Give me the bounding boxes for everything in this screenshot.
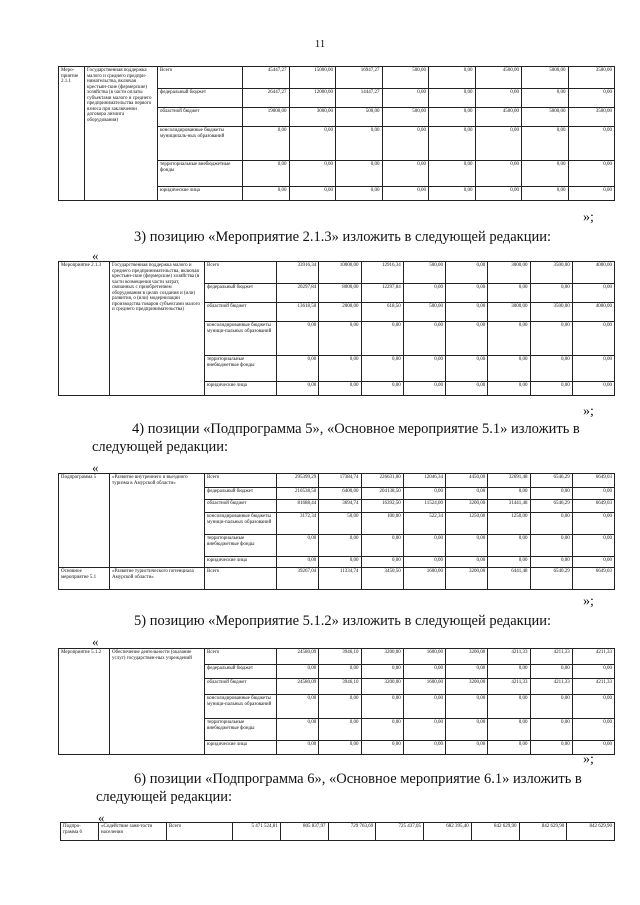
amount-cell: 0,00: [319, 356, 361, 382]
funding-source: консолидированные бюджеты муници-пальных образований: [205, 513, 277, 535]
amount-cell: 4211,33: [530, 649, 572, 665]
budget-table-subprogram-5: [58, 473, 615, 590]
amount-cell: 0,00: [429, 67, 476, 89]
funding-source: областной бюджет: [205, 500, 277, 513]
amount-cell: 12000,00: [289, 89, 336, 108]
amount-cell: 0,00: [429, 108, 476, 127]
amount-cell: 0,00: [530, 741, 572, 755]
amount-cell: 6649,03: [572, 500, 614, 513]
amount-cell: 0,00: [429, 127, 476, 161]
amount-cell: 0,00: [403, 382, 445, 396]
amount-cell: 33916,34: [277, 262, 319, 284]
amount-cell: 0,00: [289, 127, 336, 161]
amount-cell: 3500,00: [568, 67, 615, 89]
funding-source: федеральный бюджет: [205, 665, 277, 679]
amount-cell: 210538,50: [277, 488, 319, 500]
amount-cell: 0,00: [243, 127, 290, 161]
amount-cell: 0,00: [530, 665, 572, 679]
amount-cell: 0,00: [336, 187, 383, 201]
funding-source: консолидированные бюджеты муници-пальных образований: [205, 695, 277, 719]
item-description: Обеспечение деятельности (оказание услуг) государствен-ных учреждений: [110, 649, 205, 755]
amount-cell: 842 629,90: [567, 823, 615, 841]
amount-cell: 682 395,40: [424, 823, 472, 841]
item-description: Государственная поддержка малого и среднего предпринимательства, включая крестьян-ские (фермерские) хозяйства (в части возмещения части затрат, связанных с приобретением оборудования в целях создания и (или) развития, о (или) модернизации производства товаров субъектами малого и среднего предпринимательства): [110, 262, 205, 396]
amount-cell: 805 837,97: [280, 823, 328, 841]
amount-cell: 6546,29: [530, 500, 572, 513]
amount-cell: 0,00: [446, 488, 488, 500]
amount-cell: 0,00: [382, 161, 429, 187]
amount-cell: 0,00: [361, 719, 403, 741]
funding-source: юридические лица: [205, 382, 277, 396]
amount-cell: 0,00: [382, 187, 429, 201]
funding-source: областной бюджет: [205, 679, 277, 695]
amount-cell: 0,00: [530, 322, 572, 356]
funding-source: территориальные внебюджетные фонды: [205, 719, 277, 741]
table-row: [59, 262, 615, 284]
amount-cell: 0,00: [319, 382, 361, 396]
funding-source: территориальные внебюджетные фонды: [205, 356, 277, 382]
amount-cell: 3000,00: [488, 303, 530, 322]
amount-cell: 4211,33: [572, 649, 614, 665]
amount-cell: 0,00: [568, 127, 615, 161]
amount-cell: 0,00: [488, 382, 530, 396]
amount-cell: 0,00: [403, 557, 445, 568]
amount-cell: 500,00: [382, 67, 429, 89]
amount-cell: 0,00: [361, 535, 403, 557]
amount-cell: 0,00: [403, 665, 445, 679]
amount-cell: 500,00: [382, 108, 429, 127]
amount-cell: 50,00: [319, 513, 361, 535]
amount-cell: 226631,00: [361, 474, 403, 488]
amount-cell: 3946,10: [319, 679, 361, 695]
amount-cell: 12297,84: [361, 284, 403, 303]
amount-cell: 0,00: [446, 557, 488, 568]
amount-cell: 0,00: [403, 695, 445, 719]
item-description: «Содействие заня-тости населения: [99, 823, 167, 841]
item-description: «Развитие внутреннего и въездного туризма в Амурской области»: [110, 474, 205, 568]
funding-source: юридические лица: [158, 187, 243, 201]
opening-quote-4: «: [98, 810, 105, 825]
funding-source: территориальные внебюджетные фонды: [205, 535, 277, 557]
amount-cell: 0,00: [488, 557, 530, 568]
amount-cell: 13618,50: [277, 303, 319, 322]
amount-cell: 31441,48: [488, 500, 530, 513]
closing-quote-4: »;: [583, 752, 594, 767]
amount-cell: 45447,27: [243, 67, 290, 89]
amount-cell: 4450,00: [446, 474, 488, 488]
amount-cell: 0,00: [568, 187, 615, 201]
amount-cell: 26447,27: [243, 89, 290, 108]
amount-cell: 842 629,90: [471, 823, 519, 841]
amount-cell: 0,00: [403, 741, 445, 755]
amount-cell: 6441,48: [488, 568, 530, 590]
amount-cell: 0,00: [530, 557, 572, 568]
amount-cell: 4500,00: [475, 67, 522, 89]
amount-cell: 0,00: [568, 89, 615, 108]
amount-cell: 1600,00: [403, 568, 445, 590]
amount-cell: 3694,74: [319, 500, 361, 513]
table-row: [59, 67, 615, 89]
amount-cell: 3200,00: [361, 679, 403, 695]
amount-cell: 0,00: [572, 513, 614, 535]
amount-cell: 0,00: [446, 284, 488, 303]
amount-cell: 3200,00: [446, 649, 488, 665]
amount-cell: 0,00: [488, 488, 530, 500]
amount-cell: 0,00: [403, 356, 445, 382]
amount-cell: 0,00: [429, 89, 476, 108]
amount-cell: 12916,34: [361, 262, 403, 284]
amount-cell: 0,00: [522, 161, 569, 187]
amount-cell: 1250,00: [488, 513, 530, 535]
amount-cell: 4211,33: [572, 679, 614, 695]
amount-cell: 618,50: [361, 303, 403, 322]
amount-cell: 2000,00: [319, 303, 361, 322]
amount-cell: 0,00: [488, 322, 530, 356]
amount-cell: 0,00: [446, 695, 488, 719]
amount-cell: 0,00: [361, 741, 403, 755]
amount-cell: 6649,03: [572, 474, 614, 488]
funding-source: юридические лица: [205, 741, 277, 755]
item-code: Основное мероприятие 5.1: [59, 568, 110, 590]
paragraph-6: 6) позиции «Подпрограмма 6», «Основное мероприятие 6.1» изложить в следующей редакции:: [96, 771, 582, 806]
amount-cell: 3450,50: [361, 568, 403, 590]
amount-cell: 0,00: [429, 161, 476, 187]
paragraph-4: 4) позиции «Подпрограмма 5», «Основное мероприятие 5.1» изложить в следующей редакции:: [92, 421, 580, 456]
amount-cell: 0,00: [382, 89, 429, 108]
table-row: [61, 823, 615, 841]
amount-cell: 0,00: [475, 89, 522, 108]
amount-cell: 4211,33: [530, 679, 572, 695]
amount-cell: 3500,00: [568, 108, 615, 127]
amount-cell: 0,00: [319, 719, 361, 741]
amount-cell: 16947,27: [336, 67, 383, 89]
amount-cell: 0,00: [277, 719, 319, 741]
opening-quote-3: «: [92, 634, 99, 649]
amount-cell: 725 437,05: [376, 823, 424, 841]
budget-table-2-1-1: [58, 66, 615, 201]
amount-cell: 1250,00: [446, 513, 488, 535]
amount-cell: 0,00: [488, 719, 530, 741]
amount-cell: 0,00: [446, 741, 488, 755]
amount-cell: 6546,29: [530, 474, 572, 488]
amount-cell: 0,00: [530, 719, 572, 741]
amount-cell: 0,00: [446, 382, 488, 396]
amount-cell: 3946,10: [319, 649, 361, 665]
budget-table-2-1-3: [58, 261, 615, 396]
amount-cell: 0,00: [361, 382, 403, 396]
amount-cell: 0,00: [319, 695, 361, 719]
paragraph-5: 5) позицию «Мероприятие 5.1.2» изложить в следующей редакции:: [134, 613, 551, 629]
amount-cell: 0,00: [277, 695, 319, 719]
amount-cell: 5000,00: [522, 67, 569, 89]
amount-cell: 0,00: [277, 665, 319, 679]
amount-cell: 0,00: [319, 557, 361, 568]
amount-cell: 3500,00: [530, 262, 572, 284]
amount-cell: 5000,00: [522, 108, 569, 127]
opening-quote-1: «: [92, 248, 99, 263]
amount-cell: 522,34: [403, 513, 445, 535]
amount-cell: 0,00: [403, 284, 445, 303]
budget-table-5-1-2: [58, 648, 615, 755]
amount-cell: 0,00: [429, 187, 476, 201]
paragraph-3: 3) позицию «Мероприятие 2.1.3» изложить в следующей редакции:: [134, 229, 551, 245]
amount-cell: 3500,00: [530, 303, 572, 322]
amount-cell: 0,00: [530, 488, 572, 500]
funding-source: федеральный бюджет: [158, 89, 243, 108]
amount-cell: 295399,29: [277, 474, 319, 488]
amount-cell: 0,00: [361, 322, 403, 356]
amount-cell: 0,00: [522, 89, 569, 108]
amount-cell: 0,00: [319, 322, 361, 356]
item-description: Государственная поддержка малого и среднего предпри-нимательства, включая крестьян-ские (фермерские) хозяйства (в части оплаты субъектами малого и среднего предпринимательства первого взноса при заключении договора лизинга оборудования): [85, 67, 158, 201]
funding-source: территориальные внебюджетные фонды: [158, 161, 243, 187]
amount-cell: 12046,34: [403, 474, 445, 488]
amount-cell: 0,00: [403, 535, 445, 557]
amount-cell: 0,00: [572, 557, 614, 568]
amount-cell: 0,00: [382, 127, 429, 161]
amount-cell: 0,00: [572, 741, 614, 755]
amount-cell: 0,00: [530, 535, 572, 557]
amount-cell: 0,00: [446, 665, 488, 679]
amount-cell: 0,00: [336, 161, 383, 187]
amount-cell: 3200,00: [361, 649, 403, 665]
amount-cell: 0,00: [572, 284, 614, 303]
amount-cell: 0,00: [289, 161, 336, 187]
amount-cell: 0,00: [530, 695, 572, 719]
item-code: Мероприятие 5.1.2: [59, 649, 110, 755]
amount-cell: 5 471 524,81: [233, 823, 281, 841]
amount-cell: 4211,33: [488, 649, 530, 665]
amount-cell: 0,00: [403, 322, 445, 356]
funding-source: консолидированные бюджеты муниципаль-ных образований: [158, 127, 243, 161]
amount-cell: 3200,00: [446, 568, 488, 590]
amount-cell: 17384,74: [319, 474, 361, 488]
amount-cell: 81688,44: [277, 500, 319, 513]
amount-cell: 0,00: [475, 161, 522, 187]
amount-cell: 20297,84: [277, 284, 319, 303]
amount-cell: 0,00: [572, 382, 614, 396]
amount-cell: 0,00: [277, 741, 319, 755]
funding-source: консолидированные бюджеты муници-пальных образований: [205, 322, 277, 356]
amount-cell: 0,00: [488, 695, 530, 719]
amount-cell: 0,00: [572, 535, 614, 557]
table-row-extra: [59, 568, 615, 590]
amount-cell: 0,00: [446, 303, 488, 322]
amount-cell: 3000,00: [289, 108, 336, 127]
amount-cell: 0,00: [336, 127, 383, 161]
funding-source: Всего: [205, 649, 277, 665]
amount-cell: 24580,09: [277, 679, 319, 695]
amount-cell: 3200,00: [446, 679, 488, 695]
amount-cell: 6400,00: [319, 488, 361, 500]
amount-cell: 4000,00: [572, 303, 614, 322]
amount-cell: 0,00: [522, 127, 569, 161]
amount-cell: 0,00: [277, 322, 319, 356]
funding-source: Всего: [158, 67, 243, 89]
amount-cell: 0,00: [243, 161, 290, 187]
funding-source: Всего: [167, 823, 233, 841]
amount-cell: 11524,00: [403, 500, 445, 513]
amount-cell: 0,00: [530, 356, 572, 382]
amount-cell: 0,00: [488, 665, 530, 679]
amount-cell: 1600,00: [403, 679, 445, 695]
amount-cell: 0,00: [568, 161, 615, 187]
amount-cell: 3172,34: [277, 513, 319, 535]
budget-table-subprogram-6: [60, 822, 615, 841]
amount-cell: 0,00: [488, 356, 530, 382]
amount-cell: 4000,00: [572, 262, 614, 284]
amount-cell: 0,00: [319, 741, 361, 755]
amount-cell: 19000,00: [243, 108, 290, 127]
amount-cell: 500,00: [336, 108, 383, 127]
amount-cell: 0,00: [446, 719, 488, 741]
funding-source: федеральный бюджет: [205, 488, 277, 500]
amount-cell: 6649,03: [572, 568, 614, 590]
funding-source: юридические лица: [205, 557, 277, 568]
item-code: Мероприятие 2.1.3: [59, 262, 110, 396]
amount-cell: 0,00: [361, 356, 403, 382]
amount-cell: 16392,50: [361, 500, 403, 513]
funding-source: Всего: [205, 568, 277, 590]
amount-cell: 0,00: [446, 535, 488, 557]
page-number: 11: [314, 38, 326, 50]
item-code: Подпро-грамма 6: [61, 823, 99, 841]
funding-source: областной бюджет: [158, 108, 243, 127]
amount-cell: 0,00: [446, 262, 488, 284]
item-description: «Развитие туристического потенциала Амурской области»: [110, 568, 205, 590]
amount-cell: 3200,00: [446, 500, 488, 513]
amount-cell: 0,00: [572, 719, 614, 741]
amount-cell: 0,00: [572, 488, 614, 500]
closing-quote-1: »;: [583, 210, 594, 225]
amount-cell: 0,00: [277, 557, 319, 568]
amount-cell: 0,00: [319, 535, 361, 557]
amount-cell: 0,00: [475, 127, 522, 161]
amount-cell: 10000,00: [319, 262, 361, 284]
amount-cell: 0,00: [530, 513, 572, 535]
amount-cell: 0,00: [572, 322, 614, 356]
funding-source: областной бюджет: [205, 303, 277, 322]
amount-cell: 0,00: [403, 488, 445, 500]
amount-cell: 39267,04: [277, 568, 319, 590]
amount-cell: 0,00: [289, 187, 336, 201]
amount-cell: 0,00: [530, 382, 572, 396]
amount-cell: 842 629,90: [519, 823, 567, 841]
amount-cell: 4211,33: [488, 679, 530, 695]
amount-cell: 500,00: [403, 262, 445, 284]
funding-source: Всего: [205, 474, 277, 488]
amount-cell: 0,00: [522, 187, 569, 201]
table-row: [59, 474, 615, 488]
item-code: Меро-приятие 2.1.1: [59, 67, 85, 201]
amount-cell: 1600,00: [403, 649, 445, 665]
amount-cell: 11334,74: [319, 568, 361, 590]
amount-cell: 0,00: [361, 557, 403, 568]
amount-cell: 3000,00: [488, 262, 530, 284]
amount-cell: 14447,27: [336, 89, 383, 108]
amount-cell: 0,00: [319, 665, 361, 679]
amount-cell: 729 763,69: [328, 823, 376, 841]
amount-cell: 0,00: [475, 187, 522, 201]
amount-cell: 0,00: [488, 535, 530, 557]
amount-cell: 0,00: [572, 665, 614, 679]
amount-cell: 8000,00: [319, 284, 361, 303]
amount-cell: 6540,29: [530, 568, 572, 590]
item-code: Подпрограмма 5: [59, 474, 110, 568]
closing-quote-2: »;: [583, 404, 594, 419]
amount-cell: 32691,48: [488, 474, 530, 488]
funding-source: федеральный бюджет: [205, 284, 277, 303]
amount-cell: 0,00: [488, 284, 530, 303]
amount-cell: 0,00: [446, 356, 488, 382]
amount-cell: 500,00: [403, 303, 445, 322]
amount-cell: 0,00: [277, 382, 319, 396]
opening-quote-2: «: [92, 460, 99, 475]
amount-cell: 0,00: [530, 284, 572, 303]
amount-cell: 0,00: [488, 741, 530, 755]
amount-cell: 0,00: [572, 356, 614, 382]
amount-cell: 0,00: [361, 665, 403, 679]
table-row: [59, 649, 615, 665]
amount-cell: 15000,00: [289, 67, 336, 89]
amount-cell: 0,00: [446, 322, 488, 356]
amount-cell: 24580,09: [277, 649, 319, 665]
amount-cell: 204138,50: [361, 488, 403, 500]
amount-cell: 0,00: [361, 695, 403, 719]
amount-cell: 100,00: [361, 513, 403, 535]
amount-cell: 0,00: [403, 719, 445, 741]
amount-cell: 0,00: [243, 187, 290, 201]
amount-cell: 0,00: [572, 695, 614, 719]
amount-cell: 0,00: [277, 535, 319, 557]
amount-cell: 0,00: [277, 356, 319, 382]
closing-quote-3: »;: [583, 594, 594, 609]
funding-source: Всего: [205, 262, 277, 284]
amount-cell: 4500,00: [475, 108, 522, 127]
